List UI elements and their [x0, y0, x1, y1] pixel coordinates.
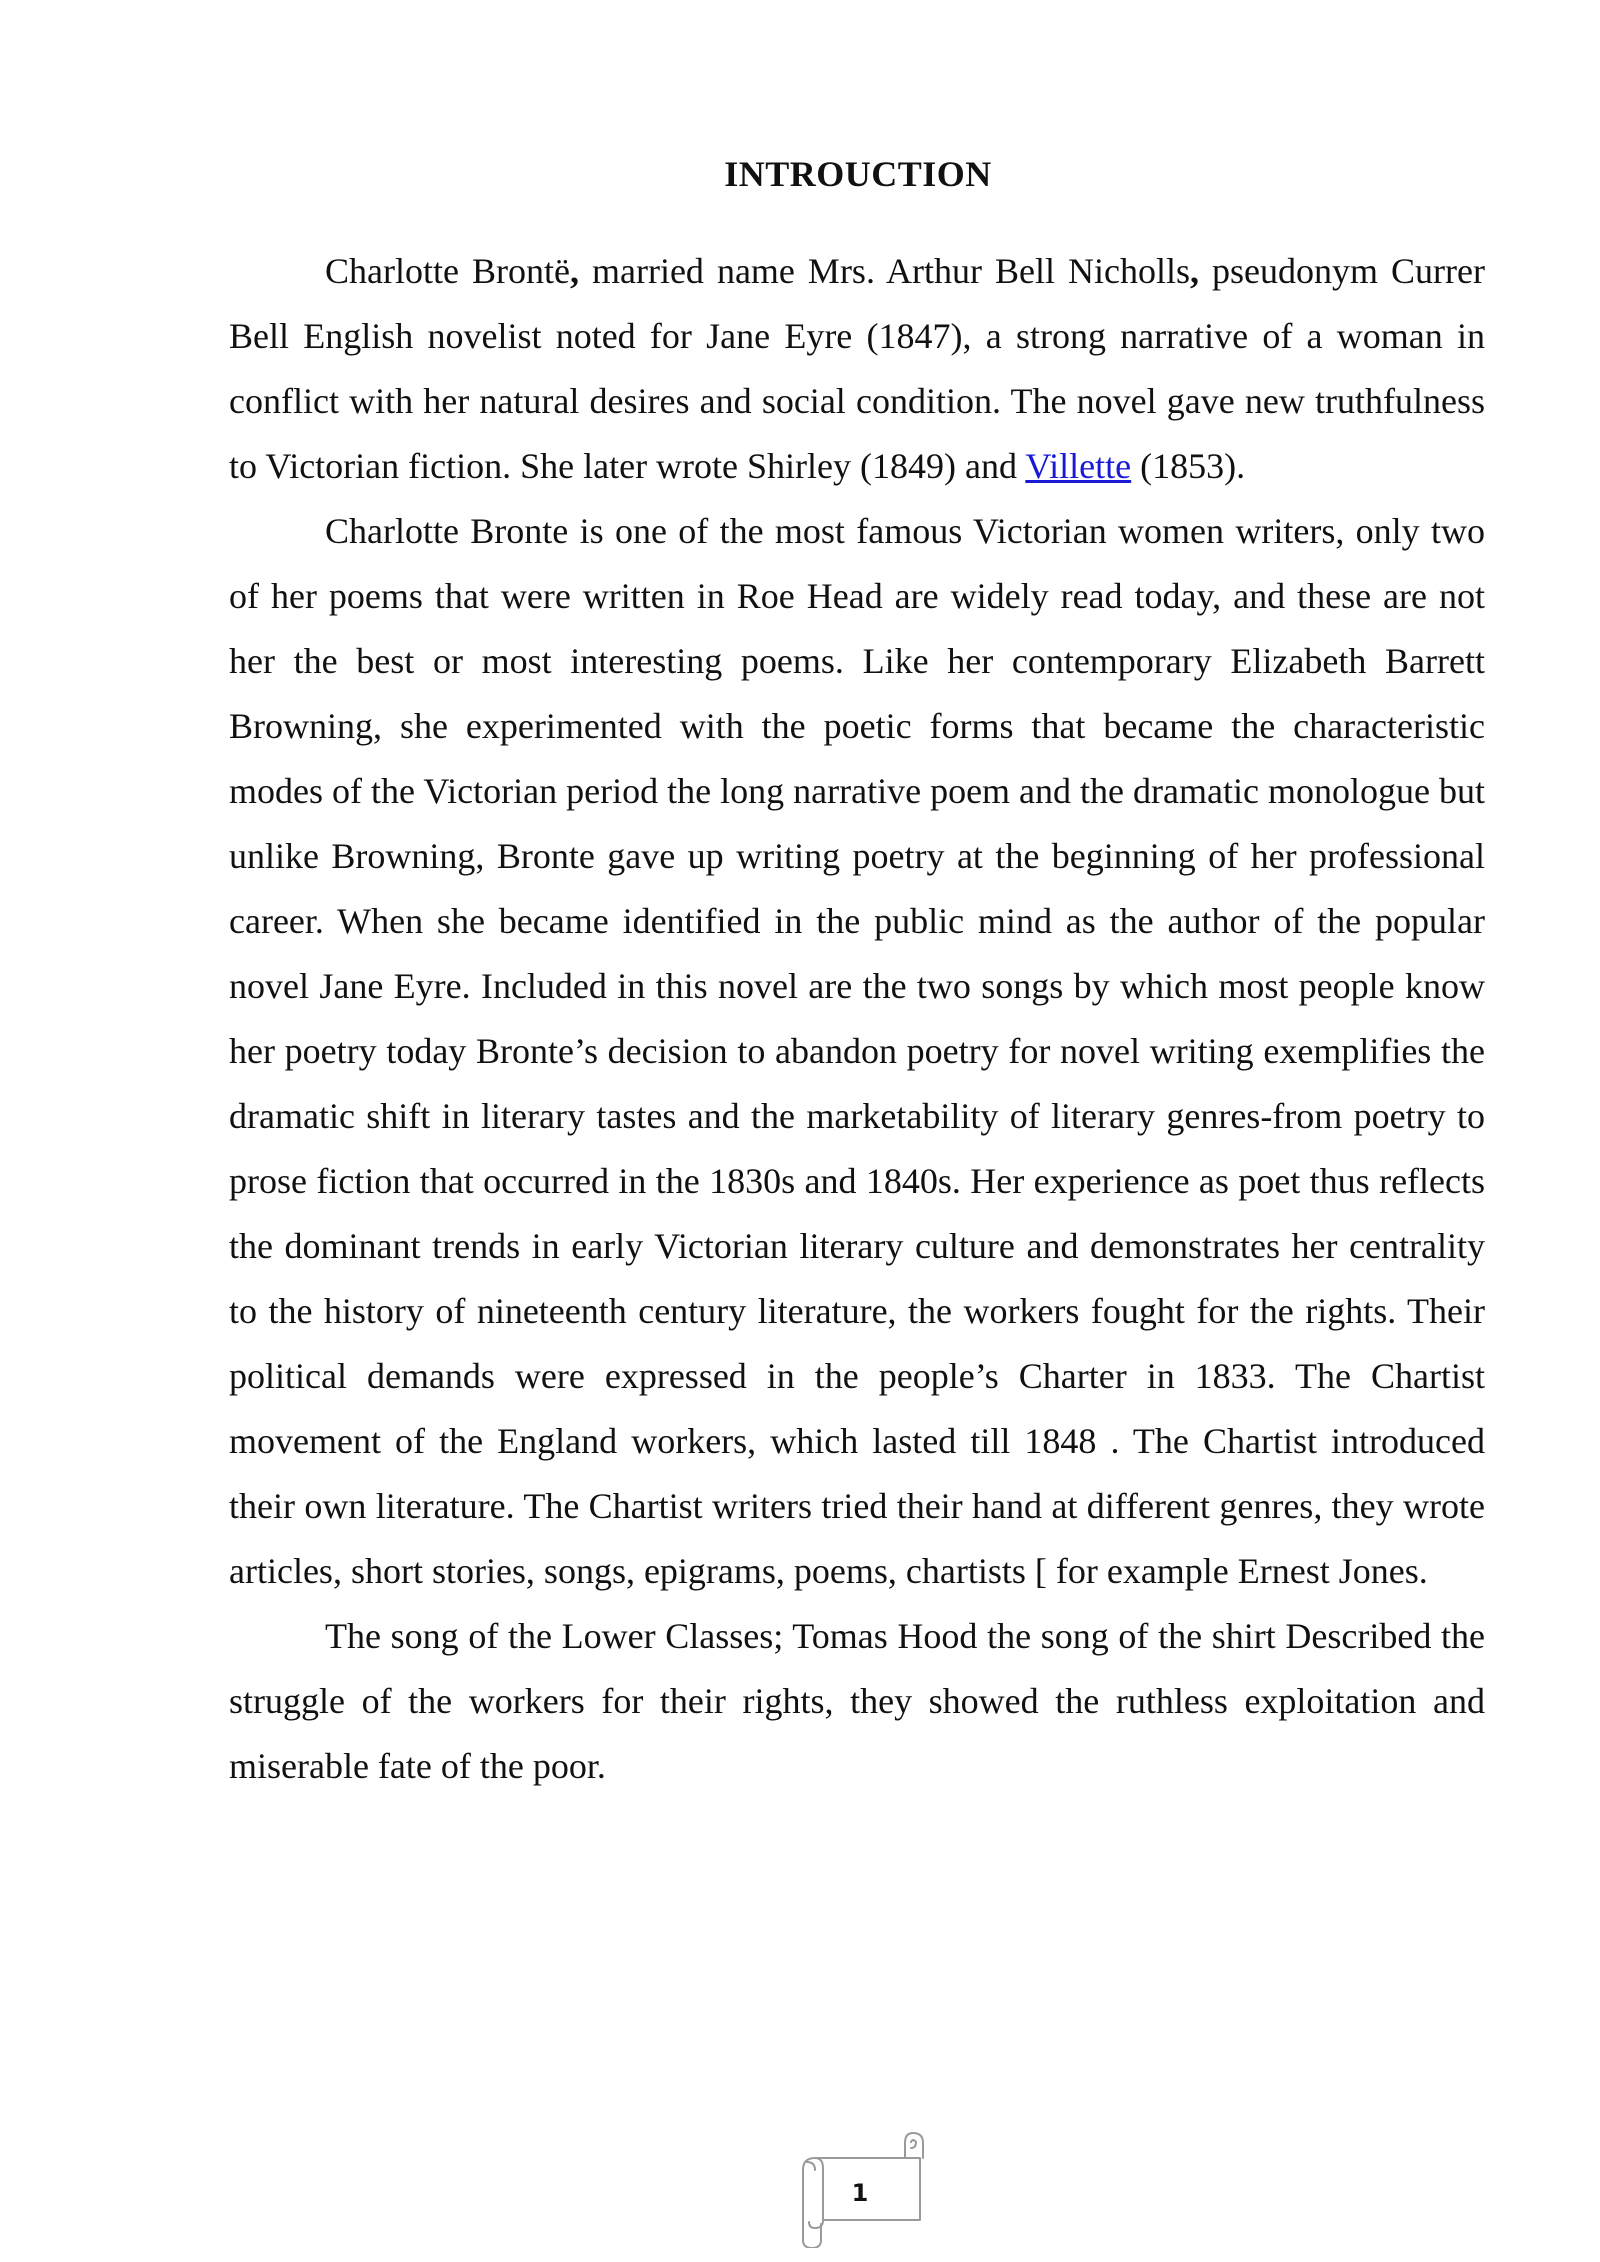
page-number: 1 — [851, 2179, 869, 2207]
paragraph-1-comma-2: , — [1190, 251, 1199, 291]
paragraph-1-comma-1: , — [569, 251, 579, 291]
document-body — [229, 239, 1485, 1799]
villette-link[interactable]: Villette — [1025, 446, 1132, 486]
paragraph-1-part-4: (1853). — [1131, 446, 1246, 486]
page-footer — [785, 2128, 935, 2248]
paragraph-1 — [229, 239, 1485, 499]
page-title: INTROUCTION — [724, 154, 992, 194]
paragraph-2: Charlotte Bronte is one of the most famous Victorian women writers, only two of her poems that were written in Roe Head are widely read today, and these are not her the best or most interesting poems. Like her contemporary Elizabeth Barrett Browning, she experimented with the poetic forms that became the characteristic modes of the Victorian period the long narrative poem and the dramatic monologue but unlike Browning, Bronte gave up writing poetry at the beginning of her professional career. When she became identified in the public mind as the author of the popular novel Jane Eyre. Included in this novel are the two songs by which most people know her poetry today Bronte’s decision to abandon poetry for novel writing exemplifies the dramatic shift in literary tastes and the marketability of literary genres-from poetry to prose fiction that occurred in the 1830s and 1840s. Her experience as poet thus reflects the dominant trends in early Victorian literary culture and demonstrates her centrality to the history of nineteenth century literature, the workers fought for the rights. Their political demands were expressed in the people’s Charter in 1833. The Chartist movement of the England workers, which lasted till 1848 . The Chartist introduced their own literature. The Chartist writers tried their hand at different genres, they wrote articles, short stories, songs, epigrams, poems, chartists [ for example Ernest Jones. — [229, 511, 1485, 1591]
paragraph-1-part-1: Charlotte Brontë — [325, 251, 570, 291]
paragraph-1-part-2: married name Mrs. Arthur Bell Nicholls — [578, 251, 1190, 291]
paragraph-1-part-3: pseudonym Currer Bell English novelist noted for Jane Eyre (1847), a strong narrative of a woman in conflict with her natural desires and social condition. The novel gave new truthfulness to Victorian fiction. She later wrote Shirley (1849) and — [229, 251, 1485, 486]
paragraph-3: The song of the Lower Classes; Tomas Hood the song of the shirt Described the struggle of the workers for their rights, they showed the ruthless exploitation and miserable fate of the poor. — [229, 1616, 1485, 1786]
